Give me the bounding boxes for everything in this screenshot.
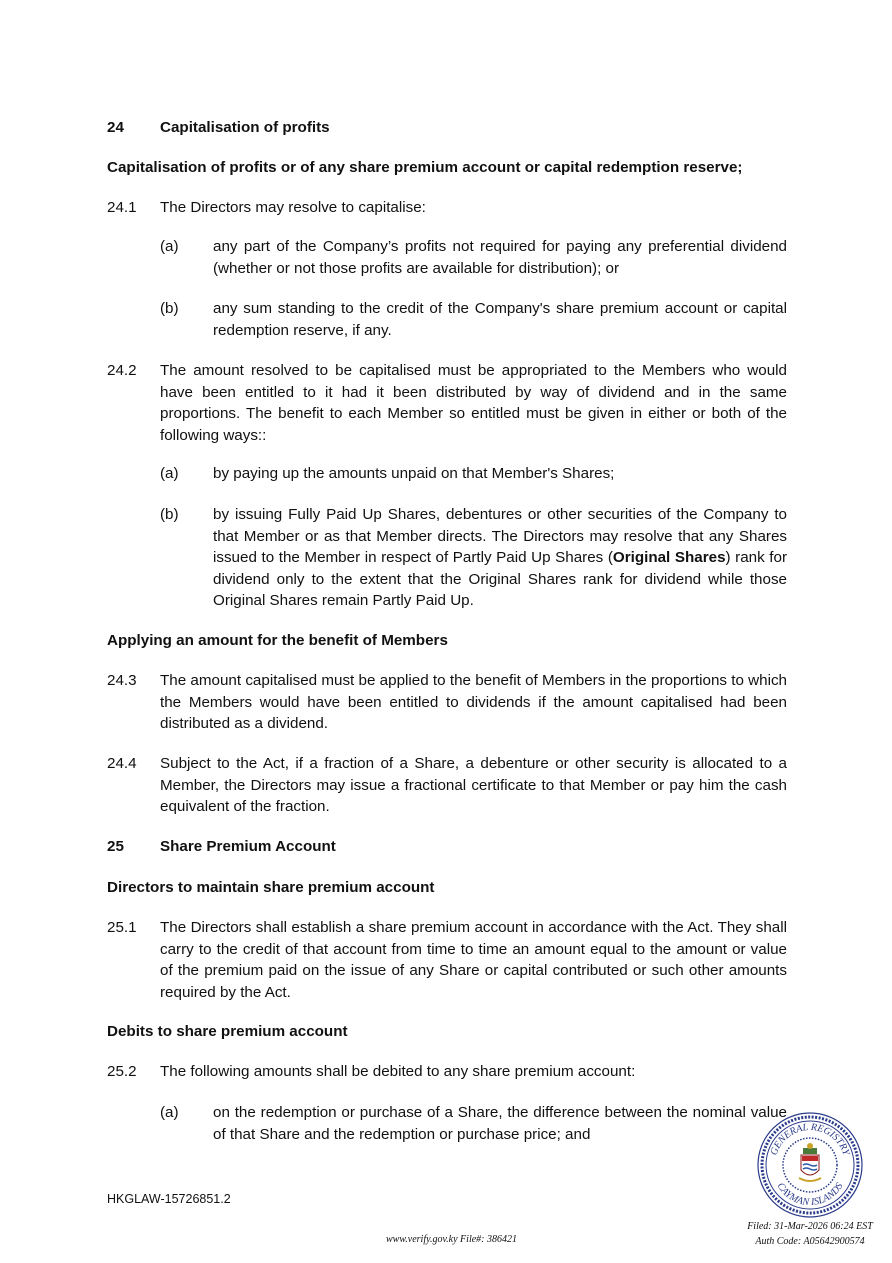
subheading-directors: Directors to maintain share premium account <box>107 879 435 896</box>
item-text: on the redemption or purchase of a Share, the difference between the nominal value of that Share and the redemption or purchase price; and <box>213 1104 787 1143</box>
item-label: (a) <box>160 465 179 482</box>
defined-term: Original Shares <box>612 549 726 567</box>
clause-24-2-a <box>160 463 787 485</box>
clause-number: 24.4 <box>107 755 137 772</box>
document-id: HKGLAW-15726851.2 <box>107 1192 231 1206</box>
item-text <box>213 504 787 612</box>
clause-number: 25.2 <box>107 1063 137 1080</box>
clause-25-2-a <box>160 1102 787 1145</box>
filing-info <box>745 1219 875 1249</box>
seal-bottom-text: CAYMAN ISLANDS <box>774 1180 846 1209</box>
section-number: 25 <box>107 838 124 855</box>
clause-number: 25.1 <box>107 919 137 936</box>
clause-text: The following amounts shall be debited to any share premium account: <box>160 1063 636 1080</box>
clause-number: 24.2 <box>107 362 137 379</box>
subheading-capitalisation: Capitalisation of profits or of any share premium account or capital redemption reserve; <box>107 159 743 176</box>
subheading-debits: Debits to share premium account <box>107 1023 348 1040</box>
text-part: by issuing Fully Paid Up Shares, debentures or other securities of the Company to that Member or as that Member directs. The Directors may resolve that any Shares issued to the Member in respect of Partly Paid Up Shares ( <box>213 506 787 567</box>
section-number: 24 <box>107 119 124 136</box>
item-text: any sum standing to the credit of the Company's share premium account or capital redemption reserve, if any. <box>213 300 787 339</box>
clause-text: The Directors may resolve to capitalise: <box>160 199 426 216</box>
clause-25-2 <box>107 1061 787 1083</box>
item-label: (b) <box>160 506 179 523</box>
clause-text: The Directors shall establish a share premium account in accordance with the Act. They shall carry to the credit of that account from time to time an amount equal to the amount or value of the premium paid on the issue of any Share or capital contributed or such other amounts required by the Act. <box>160 919 787 1001</box>
section-24-heading <box>107 117 787 139</box>
text-part: ) rank for dividend only to the extent that the Original Shares rank for dividend while those Original Shares remain Partly Paid Up. <box>213 549 788 610</box>
clause-number: 24.3 <box>107 672 137 689</box>
clause-24-4 <box>107 753 787 818</box>
seal-top-text: GENERAL REGISTRY <box>768 1121 852 1157</box>
auth-code: Auth Code: A05642900574 <box>755 1236 865 1247</box>
clause-24-1-b <box>160 298 787 341</box>
clause-24-1-a <box>160 236 787 279</box>
clause-text: The amount capitalised must be applied to the benefit of Members in the proportions to which the Members would have been entitled to dividends if the amount capitalised had been distributed as a dividend. <box>160 672 787 733</box>
item-label: (a) <box>160 1104 179 1121</box>
clause-text: Subject to the Act, if a fraction of a Share, a debenture or other security is allocated to a Member, the Directors may issue a fractional certificate to that Member or pay him the cash equivalent of the fraction. <box>160 755 787 816</box>
clause-24-2 <box>107 360 787 446</box>
item-label: (b) <box>160 300 179 317</box>
section-25-heading <box>107 836 787 858</box>
clause-text: The amount resolved to be capitalised must be appropriated to the Members who would have been entitled to it had it been distributed by way of dividend and in the same proportions. The benefit to each Member so entitled must be given in either or both of the following ways:: <box>160 362 787 444</box>
clause-25-1 <box>107 917 787 1003</box>
verify-link-text: www.verify.gov.ky File#: 386421 <box>386 1234 517 1245</box>
filed-date: Filed: 31-Mar-2026 06:24 EST <box>747 1221 873 1232</box>
clause-24-1 <box>107 197 787 219</box>
clause-24-3 <box>107 670 787 735</box>
subheading-applying: Applying an amount for the benefit of Members <box>107 632 448 649</box>
coat-of-arms-icon <box>799 1143 821 1181</box>
section-title: Share Premium Account <box>160 838 336 855</box>
item-text: any part of the Company’s profits not required for paying any preferential dividend (whether or not those profits are available for distribution); or <box>213 238 787 277</box>
clause-24-2-b <box>160 504 787 612</box>
item-text: by paying up the amounts unpaid on that Member's Shares; <box>213 465 615 482</box>
item-label: (a) <box>160 238 179 255</box>
section-title: Capitalisation of profits <box>160 119 330 136</box>
registry-seal-icon <box>755 1110 865 1220</box>
clause-number: 24.1 <box>107 199 137 216</box>
